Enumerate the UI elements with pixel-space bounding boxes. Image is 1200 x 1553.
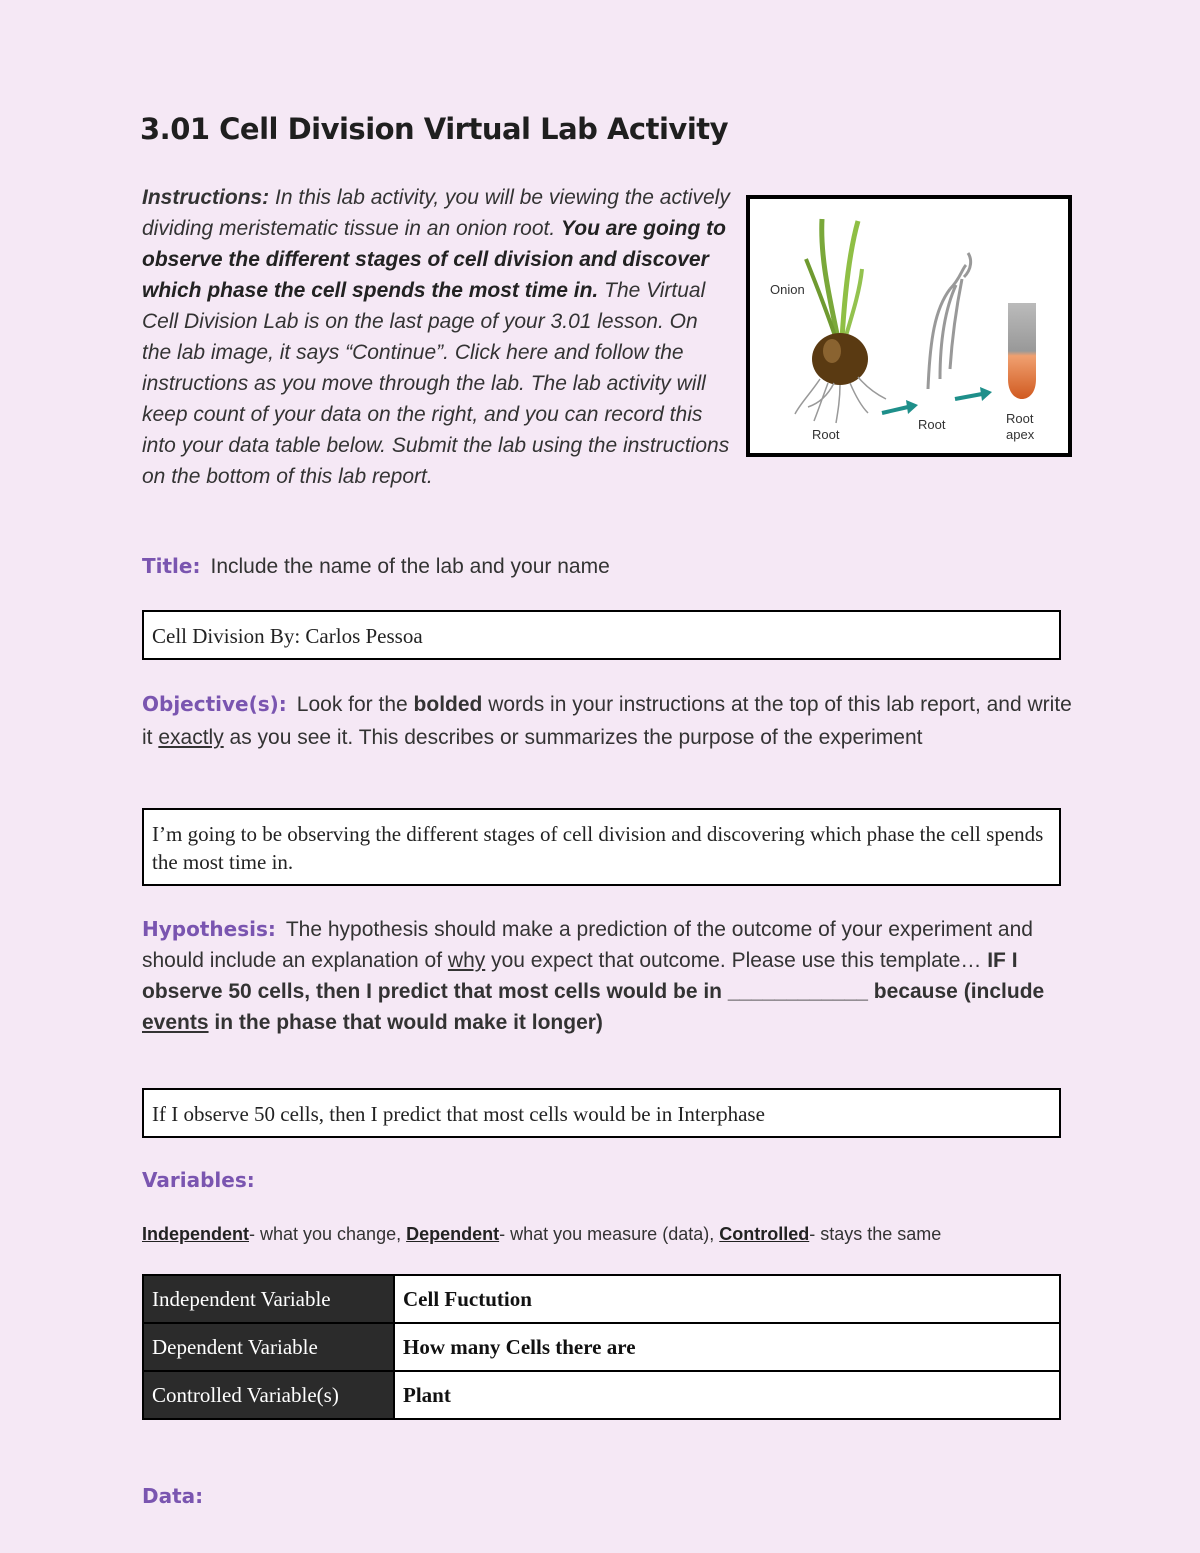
- instructions-text-1: In this lab activity, you will be viewing the actively dividing meristematic tissue in an onion root.: [142, 186, 730, 240]
- variable-value-field[interactable]: Plant: [394, 1371, 1060, 1419]
- dependent-term: Dependent: [406, 1224, 500, 1244]
- table-row: [143, 1275, 1060, 1323]
- objective-prompt-bold: bolded: [413, 693, 483, 716]
- objective-label: Objective(s):: [142, 692, 287, 716]
- label-root-apex-1: Root: [1006, 411, 1034, 426]
- onion-root-figure: [746, 195, 1072, 457]
- label-root-1: Root: [812, 427, 840, 442]
- objective-prompt-3: as you see it. This describes or summarizes the purpose of the experiment: [223, 726, 923, 749]
- title-section: [142, 550, 1072, 583]
- instructions-objective: You are going to observe the different stages of cell division and discover which phase the cell spends the most time in.: [142, 217, 726, 302]
- hypothesis-template-underline: events: [142, 1011, 209, 1034]
- variable-value-field[interactable]: Cell Fuctution: [394, 1275, 1060, 1323]
- hypothesis-prompt-2: you expect that outcome. Please use this template…: [485, 949, 988, 972]
- dependent-desc: - what you measure (data),: [499, 1224, 720, 1244]
- variables-table: [142, 1274, 1061, 1420]
- independent-term: Independent: [142, 1224, 249, 1244]
- data-label: Data:: [142, 1484, 204, 1508]
- objective-prompt-2: words in your instructions at the top of this lab report, and write it: [142, 693, 1072, 749]
- onion-root-illustration: [750, 199, 1068, 453]
- variables-label: Variables:: [142, 1168, 255, 1192]
- table-row: [143, 1323, 1060, 1371]
- instructions-text-2: The Virtual Cell Division Lab is on the last page of your 3.01 lesson. On the lab image, it says “Continue”. Click here and follow the instructions as you move through the lab. The lab activity will keep count of your data on the right, and you can record this into your data table below. Submit the lab using the instructions on the bottom of this lab report.: [142, 279, 730, 488]
- hypothesis-template-1: IF I observe 50 cells, then I predict that most cells would be in ____________ because (include: [142, 949, 1045, 1003]
- controlled-term: Controlled: [719, 1224, 810, 1244]
- variables-definitions: [142, 1224, 941, 1245]
- hypothesis-section: [142, 914, 1072, 1038]
- objective-prompt-1: Look for the: [296, 693, 414, 716]
- title-answer-field[interactable]: Cell Division By: Carlos Pessoa: [142, 610, 1061, 660]
- variable-key: Independent Variable: [143, 1275, 394, 1323]
- hypothesis-prompt-1: The hypothesis should make a prediction of the outcome of your experiment and should include an explanation of: [142, 918, 1033, 972]
- objective-section: [142, 688, 1072, 754]
- controlled-desc: - stays the same: [809, 1224, 942, 1244]
- data-heading: [142, 1484, 213, 1508]
- label-root-apex-2: apex: [1006, 427, 1035, 442]
- title-label: Title:: [142, 554, 201, 578]
- hypothesis-prompt-underline: why: [447, 949, 486, 972]
- page-title: 3.01 Cell Division Virtual Lab Activity: [140, 112, 729, 146]
- instructions-paragraph: [142, 182, 732, 492]
- hypothesis-template-2: in the phase that would make it longer): [208, 1011, 603, 1034]
- variable-key: Dependent Variable: [143, 1323, 394, 1371]
- table-row: [143, 1371, 1060, 1419]
- label-root-2: Root: [918, 417, 946, 432]
- variables-heading: [142, 1168, 265, 1192]
- objective-prompt-underline: exactly: [158, 726, 224, 749]
- instructions-lead: Instructions:: [142, 186, 270, 209]
- title-prompt: Include the name of the lab and your name: [210, 555, 610, 578]
- objective-answer-field[interactable]: I’m going to be observing the different stages of cell division and discovering which phase the cell spends the most time in.: [142, 808, 1061, 886]
- variable-value-field[interactable]: How many Cells there are: [394, 1323, 1060, 1371]
- hypothesis-answer-field[interactable]: If I observe 50 cells, then I predict that most cells would be in Interphase: [142, 1088, 1061, 1138]
- independent-desc: - what you change,: [249, 1224, 407, 1244]
- hypothesis-label: Hypothesis:: [142, 917, 276, 941]
- variable-key: Controlled Variable(s): [143, 1371, 394, 1419]
- label-onion: Onion: [770, 282, 805, 297]
